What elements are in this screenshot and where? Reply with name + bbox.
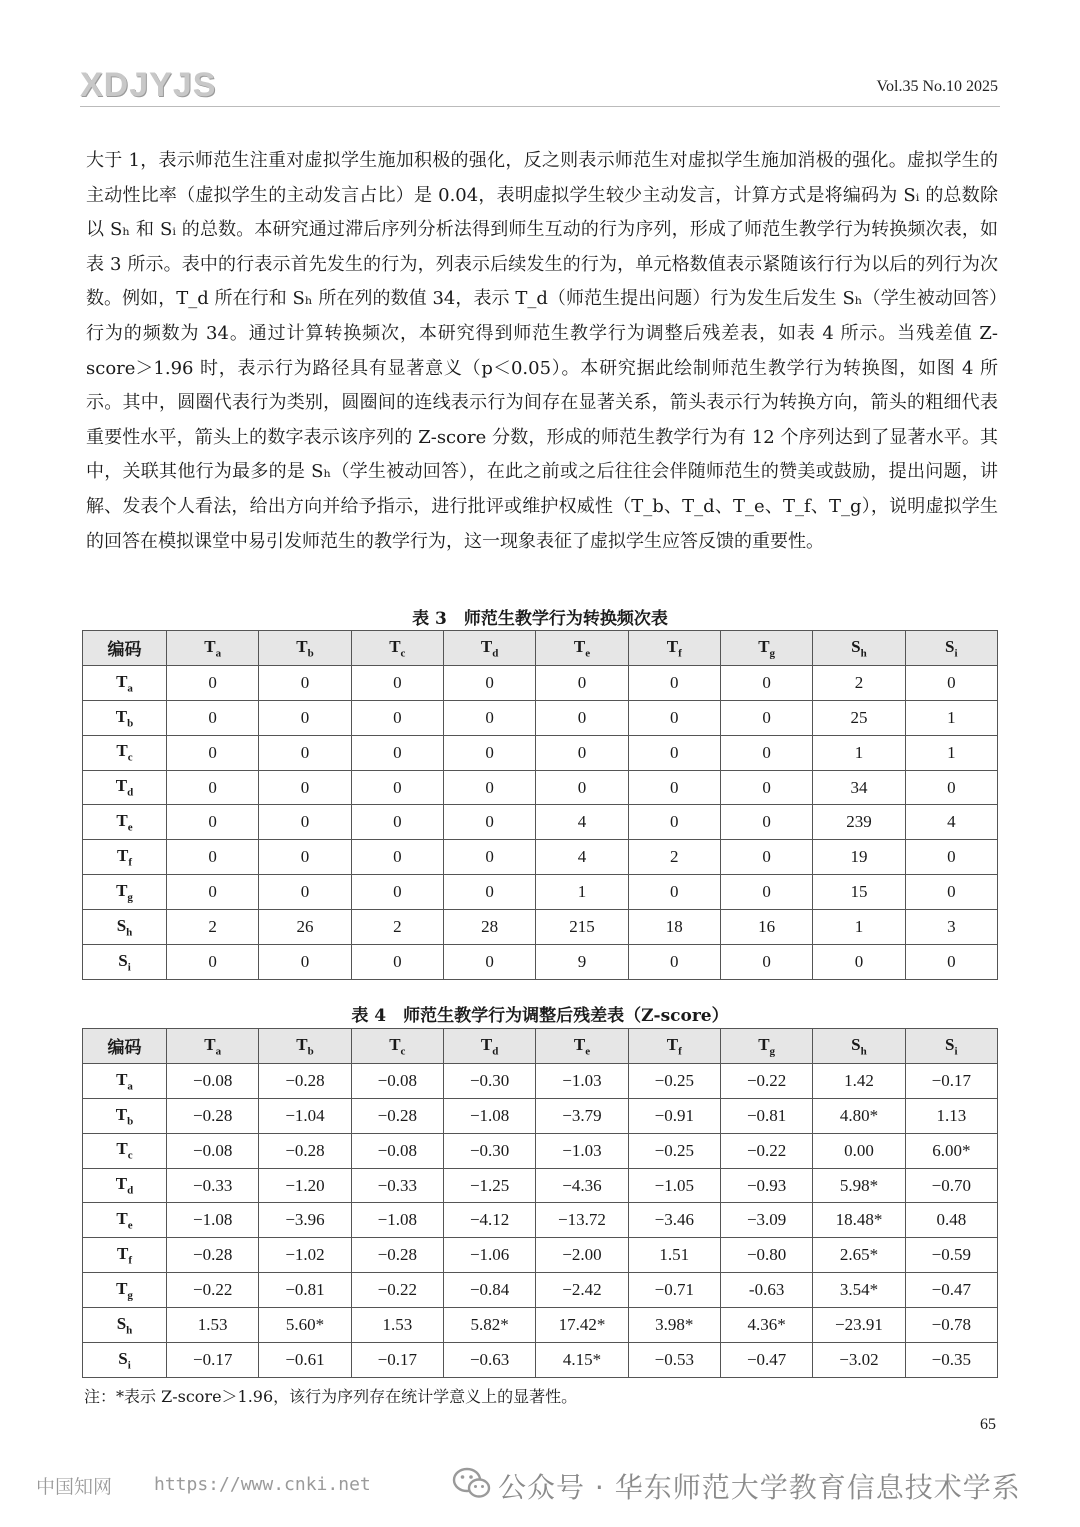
table-cell: −1.05 — [628, 1168, 720, 1203]
table-cell: −0.22 — [351, 1273, 443, 1308]
table-row — [83, 1343, 998, 1378]
table-cell: −3.02 — [813, 1343, 905, 1378]
column-header-tc: $T_c$ — [351, 1029, 443, 1064]
table-cell: 1.51 — [628, 1238, 720, 1273]
table-cell: −0.70 — [905, 1168, 997, 1203]
table-cell: 2 — [167, 910, 259, 945]
table-cell: 215 — [536, 910, 628, 945]
table3-transition-frequency — [82, 630, 998, 980]
table-cell: 0 — [259, 945, 351, 980]
table-cell: −0.33 — [167, 1168, 259, 1203]
table4-caption: 表 4 师范生教学行为调整后残差表（Z-score） — [351, 1006, 729, 1026]
table-cell: 0 — [167, 805, 259, 840]
table-cell: 0 — [628, 875, 720, 910]
table-cell: −0.17 — [351, 1343, 443, 1378]
table-cell: 0 — [259, 700, 351, 735]
table-cell: −0.28 — [259, 1063, 351, 1098]
table-cell: −13.72 — [536, 1203, 628, 1238]
table-cell: 0 — [351, 735, 443, 770]
table-cell: 26 — [259, 910, 351, 945]
table-cell: −0.25 — [628, 1133, 720, 1168]
row-header-td: $T_d$ — [83, 770, 167, 805]
table-cell: 0.00 — [813, 1133, 905, 1168]
table-cell: −0.47 — [905, 1273, 997, 1308]
table-header-row — [83, 631, 998, 666]
table-cell: −1.06 — [443, 1238, 535, 1273]
column-header-si: $S_i$ — [905, 1029, 997, 1064]
table-row — [83, 665, 998, 700]
table-cell: −1.08 — [351, 1203, 443, 1238]
table-cell: 0 — [905, 770, 997, 805]
table-cell: 1 — [536, 875, 628, 910]
table-cell: −0.08 — [167, 1133, 259, 1168]
wechat-account-name: 公众号 · 华东师范大学教育信息技术学系 — [498, 1471, 1021, 1504]
row-header-te: $T_e$ — [83, 805, 167, 840]
table-cell: 0 — [905, 665, 997, 700]
table-cell: 1 — [813, 910, 905, 945]
table-cell: 4.15* — [536, 1343, 628, 1378]
table-cell: −0.17 — [905, 1063, 997, 1098]
table-cell: 34 — [813, 770, 905, 805]
table-cell: 0 — [905, 840, 997, 875]
table-corner-label: 编码 — [83, 631, 167, 666]
row-header-tg: $T_g$ — [83, 1273, 167, 1308]
table-cell: 2 — [628, 840, 720, 875]
row-header-te: $T_e$ — [83, 1203, 167, 1238]
row-header-tb: $T_b$ — [83, 1098, 167, 1133]
table-cell: 0 — [628, 945, 720, 980]
table-cell: −0.22 — [720, 1063, 812, 1098]
table-cell: −3.46 — [628, 1203, 720, 1238]
table-row — [83, 945, 998, 980]
table-cell: 0 — [167, 875, 259, 910]
table-cell: 0 — [536, 735, 628, 770]
table-cell: −0.81 — [720, 1098, 812, 1133]
table-cell: 0 — [720, 770, 812, 805]
table-cell: 0 — [351, 770, 443, 805]
table-row — [83, 1168, 998, 1203]
column-header-tf: $T_f$ — [628, 631, 720, 666]
table-cell: 5.60* — [259, 1308, 351, 1343]
table-row — [83, 805, 998, 840]
table-cell: 0 — [720, 875, 812, 910]
table-cell: 17.42* — [536, 1308, 628, 1343]
table-cell: −1.08 — [167, 1203, 259, 1238]
table-row — [83, 700, 998, 735]
table-cell: −3.79 — [536, 1098, 628, 1133]
table-cell: −0.08 — [351, 1063, 443, 1098]
table-cell: 5.82* — [443, 1308, 535, 1343]
table-cell: −0.59 — [905, 1238, 997, 1273]
body-paragraph-text: 大于 1，表示师范生注重对虚拟学生施加积极的强化，反之则表示师范生对虚拟学生施加消极的强化。虚拟学生的主动性比率（虚拟学生的主动发言占比）是 0.04，表明虚拟学生较少主动发言，计算方式是将编码为 Sᵢ 的总数除以 Sₕ 和 Sᵢ 的总数。本研究通过滞后序列分析法得到师生互动的行为序列，形成了师范生教学行为转换频次表，如表 3 所示。表中的行表示首先发生的行为，列表示后续发生的行为，单元格数值表示紧随该行行为以后的列行为次数。例如，T_d 所在行和 Sₕ 所在列的数值 34，表示 T_d（师范生提出问题）行为发生后发生 Sₕ（学生被动回答）行为的频数为 34。通过计算转换频次，本研究得到师范生教学行为调整后残差表，如表 4 所示。当残差值 Z-score＞1.96 时，表示行为路径具有显著意义（p＜0.05）。本研究据此绘制师范生教学行为转换图，如图 4 所示。其中，圆圈代表行为类别，圆圈间的连线表示行为间存在显著关系，箭头表示行为转换方向，箭头的粗细代表重要性水平，箭头上的数字表示该序列的 Z-score 分数，形成的师范生教学行为有 12 个序列达到了显著水平。其中，关联其他行为最多的是 Sₕ（学生被动回答），在此之前或之后往往会伴随师范生的赞美或鼓励，提出问题，讲解、发表个人看法，给出方向并给予指示，进行批评或维护权威性（T_b、T_d、T_e、T_f、T_g），说明虚拟学生的回答在模拟课堂中易引发师范生的教学行为，这一现象表征了虚拟学生应答反馈的重要性。 — [86, 150, 998, 552]
table-cell: 15 — [813, 875, 905, 910]
table-cell: 0 — [720, 805, 812, 840]
table-cell: 0 — [259, 875, 351, 910]
row-header-sh: $S_h$ — [83, 910, 167, 945]
table-cell: 3.98* — [628, 1308, 720, 1343]
table-cell: 6.00* — [905, 1133, 997, 1168]
table-cell: 1.53 — [167, 1308, 259, 1343]
cnki-url: https://www.cnki.net — [154, 1474, 371, 1495]
page-number: 65 — [980, 1416, 996, 1433]
table-cell: −0.28 — [167, 1098, 259, 1133]
table-cell: 0 — [628, 735, 720, 770]
table-cell: 1.42 — [813, 1063, 905, 1098]
table-cell: −0.30 — [443, 1133, 535, 1168]
table-cell: −1.25 — [443, 1168, 535, 1203]
table-cell: 0 — [259, 735, 351, 770]
table-cell: 0 — [443, 770, 535, 805]
table-cell: 2 — [351, 910, 443, 945]
table-cell: 0 — [351, 700, 443, 735]
table-cell: −0.93 — [720, 1168, 812, 1203]
row-header-tf: $T_f$ — [83, 840, 167, 875]
table-cell: 1.13 — [905, 1098, 997, 1133]
column-header-si: $S_i$ — [905, 631, 997, 666]
table-cell: 0 — [443, 875, 535, 910]
header-divider — [80, 106, 1000, 107]
table-cell: 0 — [167, 945, 259, 980]
table-row — [83, 1308, 998, 1343]
journal-logo: XDJYJS — [80, 66, 217, 104]
table-cell: 0 — [351, 945, 443, 980]
table-cell: 3.54* — [813, 1273, 905, 1308]
table-cell: -0.63 — [720, 1273, 812, 1308]
table-cell: 0 — [628, 770, 720, 805]
table-cell: 18 — [628, 910, 720, 945]
table-cell: 0 — [443, 945, 535, 980]
table-cell: 0 — [813, 945, 905, 980]
table-cell: −2.00 — [536, 1238, 628, 1273]
column-header-tc: $T_c$ — [351, 631, 443, 666]
table-cell: 0 — [536, 770, 628, 805]
table-row — [83, 910, 998, 945]
table-row — [83, 840, 998, 875]
cnki-site-name: 中国知网 — [36, 1476, 113, 1498]
table-cell: −0.61 — [259, 1343, 351, 1378]
table-cell: −0.22 — [720, 1133, 812, 1168]
table-cell: 16 — [720, 910, 812, 945]
row-header-td: $T_d$ — [83, 1168, 167, 1203]
table-cell: −1.20 — [259, 1168, 351, 1203]
table-cell: 0 — [167, 735, 259, 770]
table-cell: −3.09 — [720, 1203, 812, 1238]
column-header-tb: $T_b$ — [259, 631, 351, 666]
table-cell: 0 — [536, 665, 628, 700]
table-cell: −1.02 — [259, 1238, 351, 1273]
table-cell: 0 — [720, 665, 812, 700]
table-cell: 0 — [167, 700, 259, 735]
table-cell: 0 — [443, 735, 535, 770]
table-cell: −4.36 — [536, 1168, 628, 1203]
table-cell: −0.47 — [720, 1343, 812, 1378]
column-header-ta: $T_a$ — [167, 1029, 259, 1064]
volume-issue: Vol.35 No.10 2025 — [876, 78, 998, 95]
table-cell: 0 — [351, 840, 443, 875]
table-cell: 25 — [813, 700, 905, 735]
table4-adjusted-residuals — [82, 1028, 998, 1378]
table-cell: −1.08 — [443, 1098, 535, 1133]
table-cell: −3.96 — [259, 1203, 351, 1238]
table-cell: −0.81 — [259, 1273, 351, 1308]
table-cell: −0.08 — [351, 1133, 443, 1168]
table-cell: 0.48 — [905, 1203, 997, 1238]
table-row — [83, 1098, 998, 1133]
table-cell: −0.91 — [628, 1098, 720, 1133]
table-cell: 0 — [443, 840, 535, 875]
row-header-tb: $T_b$ — [83, 700, 167, 735]
table-cell: 28 — [443, 910, 535, 945]
table-cell: −1.03 — [536, 1063, 628, 1098]
table-row — [83, 1203, 998, 1238]
table-cell: −0.53 — [628, 1343, 720, 1378]
column-header-td: $T_d$ — [443, 1029, 535, 1064]
table-cell: 4.36* — [720, 1308, 812, 1343]
table-cell: 0 — [259, 840, 351, 875]
table-cell: −0.84 — [443, 1273, 535, 1308]
table-cell: 5.98* — [813, 1168, 905, 1203]
table-cell: 1.53 — [351, 1308, 443, 1343]
table-cell: −0.17 — [167, 1343, 259, 1378]
table-cell: 0 — [259, 805, 351, 840]
table-cell: 4 — [905, 805, 997, 840]
table-cell: −1.04 — [259, 1098, 351, 1133]
table-cell: 239 — [813, 805, 905, 840]
column-header-tg: $T_g$ — [720, 1029, 812, 1064]
row-header-sh: $S_h$ — [83, 1308, 167, 1343]
column-header-te: $T_e$ — [536, 631, 628, 666]
table-cell: 0 — [351, 805, 443, 840]
row-header-ta: $T_a$ — [83, 1063, 167, 1098]
row-header-tc: $T_c$ — [83, 1133, 167, 1168]
table-cell: 0 — [443, 700, 535, 735]
column-header-sh: $S_h$ — [813, 631, 905, 666]
table-cell: 0 — [443, 665, 535, 700]
table-cell: 19 — [813, 840, 905, 875]
table-cell: −0.25 — [628, 1063, 720, 1098]
table-cell: 0 — [259, 665, 351, 700]
body-paragraph — [86, 144, 998, 559]
table-cell: −0.35 — [905, 1343, 997, 1378]
table-cell: 2 — [813, 665, 905, 700]
table-cell: 2.65* — [813, 1238, 905, 1273]
row-header-ta: $T_a$ — [83, 665, 167, 700]
table-note: 注：*表示 Z-score＞1.96，该行为序列存在统计学意义上的显著性。 — [84, 1387, 578, 1406]
table-cell: 9 — [536, 945, 628, 980]
table-cell: 0 — [167, 770, 259, 805]
table-cell: 0 — [720, 700, 812, 735]
table-cell: −0.71 — [628, 1273, 720, 1308]
column-header-tg: $T_g$ — [720, 631, 812, 666]
table-cell: 0 — [443, 805, 535, 840]
table3-caption: 表 3 师范生教学行为转换频次表 — [412, 609, 668, 629]
table-cell: 0 — [351, 875, 443, 910]
table-cell: 0 — [259, 770, 351, 805]
table-cell: 0 — [720, 735, 812, 770]
table-cell: −0.78 — [905, 1308, 997, 1343]
table-cell: 4 — [536, 840, 628, 875]
table-cell: −1.03 — [536, 1133, 628, 1168]
wechat-icon — [452, 1466, 492, 1500]
table-row — [83, 875, 998, 910]
table-cell: −23.91 — [813, 1308, 905, 1343]
table-cell: 0 — [167, 840, 259, 875]
table-cell: 1 — [905, 700, 997, 735]
table-cell: 1 — [905, 735, 997, 770]
table-corner-label: 编码 — [83, 1029, 167, 1064]
table-row — [83, 1273, 998, 1308]
table-row — [83, 735, 998, 770]
table-row — [83, 770, 998, 805]
table-cell: 0 — [905, 945, 997, 980]
table-cell: 3 — [905, 910, 997, 945]
table-cell: 0 — [628, 700, 720, 735]
column-header-sh: $S_h$ — [813, 1029, 905, 1064]
table-cell: 4.80* — [813, 1098, 905, 1133]
table-cell: −0.30 — [443, 1063, 535, 1098]
table-cell: −0.08 — [167, 1063, 259, 1098]
table-cell: −0.80 — [720, 1238, 812, 1273]
column-header-td: $T_d$ — [443, 631, 535, 666]
column-header-te: $T_e$ — [536, 1029, 628, 1064]
table-cell: −0.63 — [443, 1343, 535, 1378]
table-header-row — [83, 1029, 998, 1064]
table-cell: 0 — [720, 840, 812, 875]
table-cell: −2.42 — [536, 1273, 628, 1308]
table-row — [83, 1063, 998, 1098]
table-row — [83, 1133, 998, 1168]
row-header-tg: $T_g$ — [83, 875, 167, 910]
table-cell: −4.12 — [443, 1203, 535, 1238]
table-cell: −0.28 — [259, 1133, 351, 1168]
table-cell: −0.33 — [351, 1168, 443, 1203]
table-cell: 0 — [536, 700, 628, 735]
table-cell: 0 — [628, 805, 720, 840]
row-header-tf: $T_f$ — [83, 1238, 167, 1273]
table-cell: −0.22 — [167, 1273, 259, 1308]
table-cell: 1 — [813, 735, 905, 770]
table-cell: 18.48* — [813, 1203, 905, 1238]
row-header-si: $S_i$ — [83, 1343, 167, 1378]
row-header-si: $S_i$ — [83, 945, 167, 980]
table-cell: −0.28 — [351, 1098, 443, 1133]
table-cell: −0.28 — [351, 1238, 443, 1273]
table-cell: −0.28 — [167, 1238, 259, 1273]
column-header-tb: $T_b$ — [259, 1029, 351, 1064]
column-header-tf: $T_f$ — [628, 1029, 720, 1064]
table-cell: 0 — [720, 945, 812, 980]
table-cell: 0 — [351, 665, 443, 700]
table-cell: 0 — [628, 665, 720, 700]
table-row — [83, 1238, 998, 1273]
column-header-ta: $T_a$ — [167, 631, 259, 666]
table-cell: 0 — [905, 875, 997, 910]
table-cell: 4 — [536, 805, 628, 840]
table-cell: 0 — [167, 665, 259, 700]
row-header-tc: $T_c$ — [83, 735, 167, 770]
